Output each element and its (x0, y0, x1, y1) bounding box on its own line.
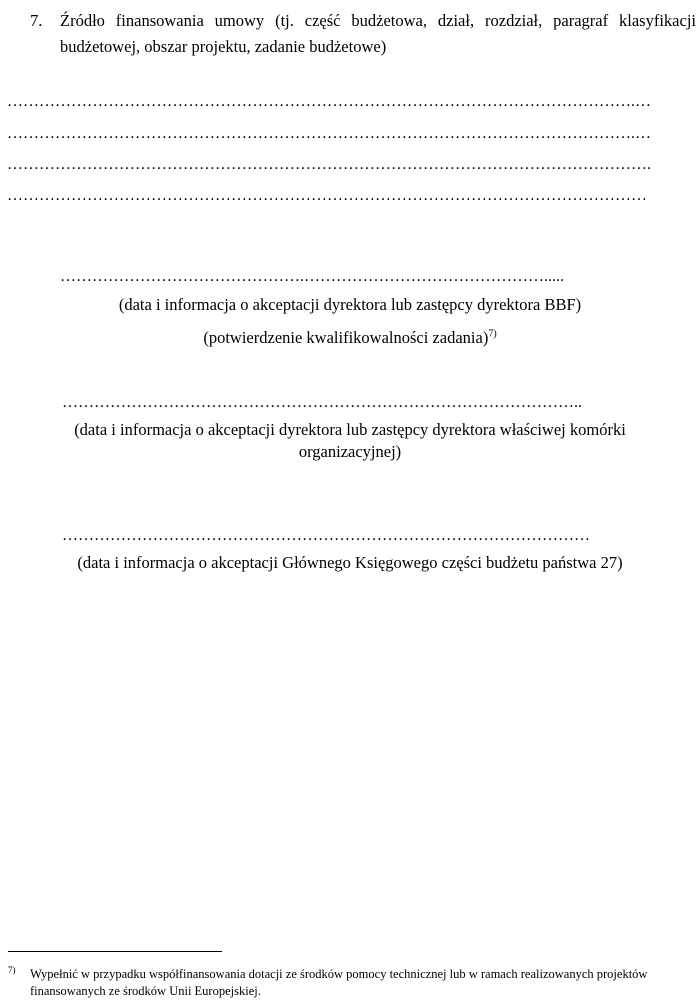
bbf-note (0, 327, 700, 349)
section-number: 7. (30, 11, 43, 30)
fill-line-2: ……………………………………………………………………………………………………….… (7, 125, 651, 142)
unit-caption: (data i informacja o akceptacji dyrektora lub zastępcy dyrektora właściwej komórki organizacyjnej) (74, 420, 626, 461)
footnote-text: Wypełnić w przypadku współfinansowania dotacji ze środków pomocy technicznej lub w ramach realizowanych projektów finansowanych ze środków Unii Europejskiej. (30, 967, 648, 998)
footnote-divider (8, 951, 222, 952)
unit-signature-line: …………………………………………………………………………………….. (62, 394, 582, 411)
bbf-signature-line: ……………………………………….………………………………………..... (60, 268, 564, 285)
accountant-signature-line: ……………………………………………………………………………………… (62, 527, 590, 544)
section-heading: Źródło finansowania umowy (tj. część budżetowa, dział, rozdział, paragraf klasyfikacji budżetowej, obszar projektu, zadanie budżetowe) (60, 11, 696, 56)
fill-line-4: ………………………………………………………………………………………………………… (7, 187, 647, 204)
bbf-note-text: (potwierdzenie kwalifikowalności zadania) (203, 328, 489, 347)
fill-line-1: ……………………………………………………………………………………………………….… (7, 93, 651, 110)
fill-line-3: …………………………………………………………………………………………………………. (7, 156, 651, 173)
footnote-mark: 7) (8, 965, 16, 975)
accountant-caption: (data i informacja o akceptacji Głównego Księgowego części budżetu państwa 27) (77, 553, 623, 572)
bbf-footnote-ref: 7) (488, 328, 497, 340)
bbf-caption: (data i informacja o akceptacji dyrektora lub zastępcy dyrektora BBF) (118, 295, 582, 314)
